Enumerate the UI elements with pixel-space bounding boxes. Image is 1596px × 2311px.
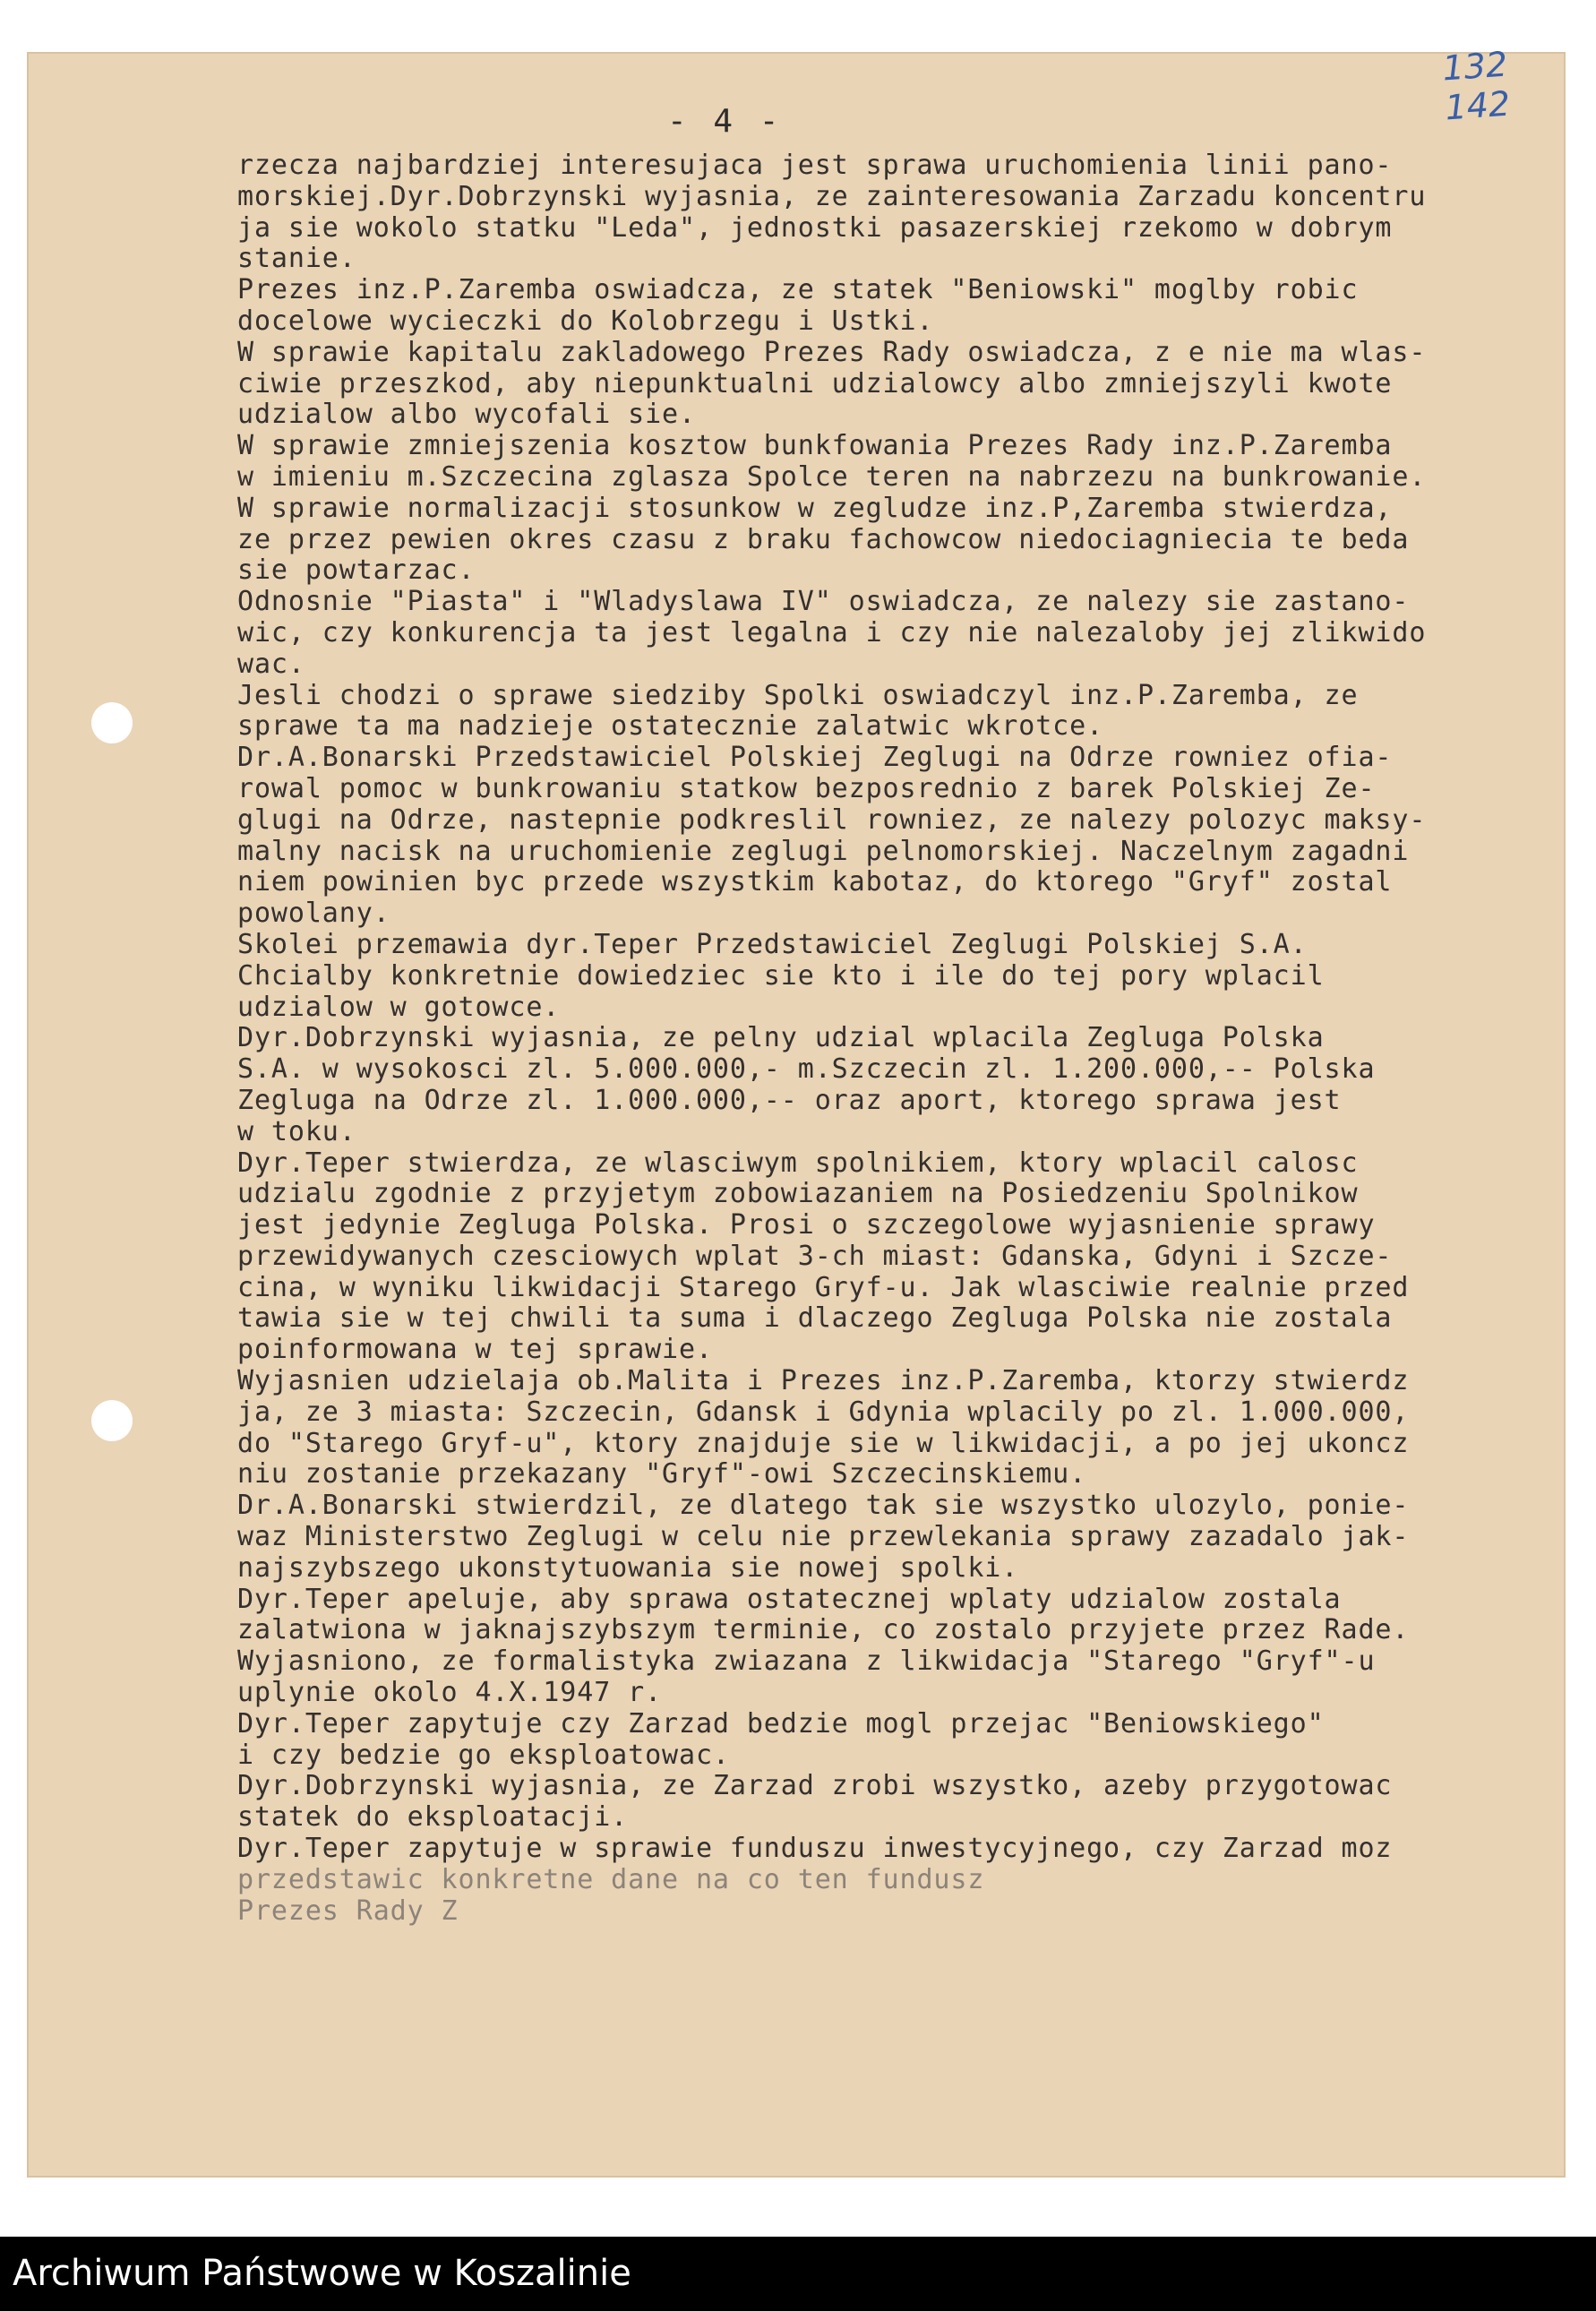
text-line: ja, ze 3 miasta: Szczecin, Gdansk i Gdynia wplacily po zl. 1.000.000, bbox=[237, 1396, 1410, 1428]
text-line: Dyr.Dobrzynski wyjasnia, ze pelny udzial wplacila Zegluga Polska bbox=[237, 1022, 1325, 1054]
text-line: ze przez pewien okres czasu z braku fachowcow niedociagniecia te beda bbox=[237, 523, 1410, 555]
text-line: Zegluga na Odrze zl. 1.000.000,-- oraz aport, ktorego sprawa jest bbox=[237, 1084, 1342, 1116]
text-line: powolany. bbox=[237, 898, 390, 930]
typewritten-body bbox=[237, 150, 1581, 1927]
text-line: rzecza najbardziej interesujaca jest sprawa uruchomienia linii pano- bbox=[237, 150, 1393, 181]
text-line: Dyr.Dobrzynski wyjasnia, ze Zarzad zrobi wszystko, azeby przygotowac bbox=[237, 1770, 1393, 1802]
text-line: Jesli chodzi o sprawe siedziby Spolki oswiadczyl inz.P.Zaremba, ze bbox=[237, 679, 1359, 711]
archive-folio-number: 132 142 bbox=[1441, 44, 1512, 128]
text-line: zalatwiona w jaknajszybszym terminie, co zostalo przyjete przez Rade. bbox=[237, 1614, 1410, 1646]
text-line: niem powinien byc przede wszystkim kabotaz, do ktorego "Gryf" zostal bbox=[237, 866, 1393, 898]
text-line: morskiej.Dyr.Dobrzynski wyjasnia, ze zainteresowania Zarzadu koncentru bbox=[237, 180, 1427, 212]
punch-hole-top bbox=[91, 702, 133, 743]
text-line: przedstawic konkretne dane na co ten fundusz bbox=[237, 1863, 985, 1895]
text-line: poinformowana w tej sprawie. bbox=[237, 1334, 713, 1366]
text-line: cina, w wyniku likwidacji Starego Gryf-u. Jak wlasciwie realnie przed bbox=[237, 1271, 1410, 1303]
text-line: udzialow albo wycofali sie. bbox=[237, 399, 696, 431]
text-line: Dr.A.Bonarski Przedstawiciel Polskiej Zeglugi na Odrze rowniez ofia- bbox=[237, 742, 1393, 774]
text-line: Dyr.Teper stwierdza, ze wlasciwym spolnikiem, ktory wplacil calosc bbox=[237, 1147, 1359, 1179]
text-line: do "Starego Gryf-u", ktory znajduje sie w likwidacji, a po jej ukoncz bbox=[237, 1427, 1410, 1459]
text-line: sie powtarzac. bbox=[237, 554, 476, 587]
text-line: docelowe wycieczki do Kolobrzegu i Ustki. bbox=[237, 305, 934, 337]
text-line: W sprawie zmniejszenia kosztow bunkfowania Prezes Rady inz.P.Zaremba bbox=[237, 430, 1393, 462]
text-line: statek do eksploatacji. bbox=[237, 1801, 629, 1834]
text-line: Wyjasniono, ze formalistyka zwiazana z likwidacja "Starego "Gryf"-u bbox=[237, 1645, 1376, 1678]
text-line: Dr.A.Bonarski stwierdzil, ze dlatego tak sie wszystko ulozylo, ponie- bbox=[237, 1490, 1410, 1522]
text-line: i czy bedzie go eksploatowac. bbox=[237, 1739, 730, 1771]
text-line: uplynie okolo 4.X.1947 r. bbox=[237, 1677, 663, 1709]
text-line: Prezes inz.P.Zaremba oswiadcza, ze statek "Beniowski" moglby robic bbox=[237, 274, 1359, 306]
text-line: jest jedynie Zegluga Polska. Prosi o szczegolowe wyjasnienie sprawy bbox=[237, 1209, 1376, 1241]
text-line: Wyjasnien udzielaja ob.Malita i Prezes inz.P.Zaremba, ktorzy stwierdz bbox=[237, 1365, 1410, 1397]
text-line: ja sie wokolo statku "Leda", jednostki pasazerskiej rzekomo w dobrym bbox=[237, 211, 1393, 244]
text-line: Dyr.Teper zapytuje w sprawie funduszu inwestycyjnego, czy Zarzad moz bbox=[237, 1833, 1393, 1865]
text-line: Dyr.Teper apeluje, aby sprawa ostatecznej wplaty udzialow zostala bbox=[237, 1583, 1342, 1615]
text-line: tawia sie w tej chwili ta suma i dlaczego Zegluga Polska nie zostala bbox=[237, 1302, 1393, 1335]
text-line: W sprawie kapitalu zakladowego Prezes Rady oswiadcza, z e nie ma wlas- bbox=[237, 336, 1427, 368]
text-line: Dyr.Teper zapytuje czy Zarzad bedzie mogl przejac "Beniowskiego" bbox=[237, 1707, 1325, 1740]
text-line: wic, czy konkurencja ta jest legalna i czy nie nalezaloby jej zlikwido bbox=[237, 616, 1427, 649]
text-line: Chcialby konkretnie dowiedziec sie kto i ile do tej pory wplacil bbox=[237, 959, 1325, 992]
text-line: W sprawie normalizacji stosunkow w zegludze inz.P,Zaremba stwierdza, bbox=[237, 492, 1393, 524]
text-line: wac. bbox=[237, 648, 305, 680]
text-line: glugi na Odrze, nastepnie podkreslil rowniez, ze nalezy polozyc maksy- bbox=[237, 803, 1427, 836]
text-line: ciwie przeszkod, aby niepunktualni udzialowcy albo zmniejszyli kwote bbox=[237, 367, 1393, 399]
text-line: malny nacisk na uruchomienie zeglugi pelnomorskiej. Naczelnym zagadni bbox=[237, 835, 1410, 867]
text-line: waz Ministerstwo Zeglugi w celu nie przewlekania sprawy zazadalo jak- bbox=[237, 1521, 1410, 1553]
text-line: Odnosnie "Piasta" i "Wladyslawa IV" oswiadcza, ze nalezy sie zastano- bbox=[237, 586, 1410, 618]
text-line: w imieniu m.Szczecina zglasza Spolce teren na nabrzezu na bunkrowanie. bbox=[237, 460, 1427, 493]
text-line: udzialu zgodnie z przyjetym zobowiazaniem na Posiedzeniu Spolnikow bbox=[237, 1178, 1359, 1210]
text-line: rowal pomoc w bunkrowaniu statkow bezposrednio z barek Polskiej Ze- bbox=[237, 772, 1376, 804]
text-line: sprawe ta ma nadzieje ostatecznie zalatwic wkrotce. bbox=[237, 710, 1104, 743]
text-line: przewidywanych czesciowych wplat 3-ch miast: Gdanska, Gdyni i Szcze- bbox=[237, 1240, 1393, 1272]
punch-hole-bottom bbox=[91, 1400, 133, 1441]
footer-bar bbox=[0, 2237, 1596, 2311]
text-line: niu zostanie przekazany "Gryf"-owi Szczecinskiemu. bbox=[237, 1458, 1087, 1491]
text-line: stanie. bbox=[237, 243, 356, 275]
page-number: - 4 - bbox=[667, 103, 783, 140]
text-line: najszybszego ukonstytuowania sie nowej spolki. bbox=[237, 1551, 1019, 1584]
text-line: udzialow w gotowce. bbox=[237, 991, 561, 1023]
text-line: S.A. w wysokosci zl. 5.000.000,- m.Szczecin zl. 1.200.000,-- Polska bbox=[237, 1053, 1376, 1086]
archive-name: Archiwum Państwowe w Koszalinie bbox=[13, 2253, 631, 2294]
text-line: w toku. bbox=[237, 1115, 356, 1147]
text-line: Skolei przemawia dyr.Teper Przedstawiciel Zeglugi Polskiej S.A. bbox=[237, 928, 1308, 960]
text-line: Prezes Rady Z bbox=[237, 1894, 459, 1927]
